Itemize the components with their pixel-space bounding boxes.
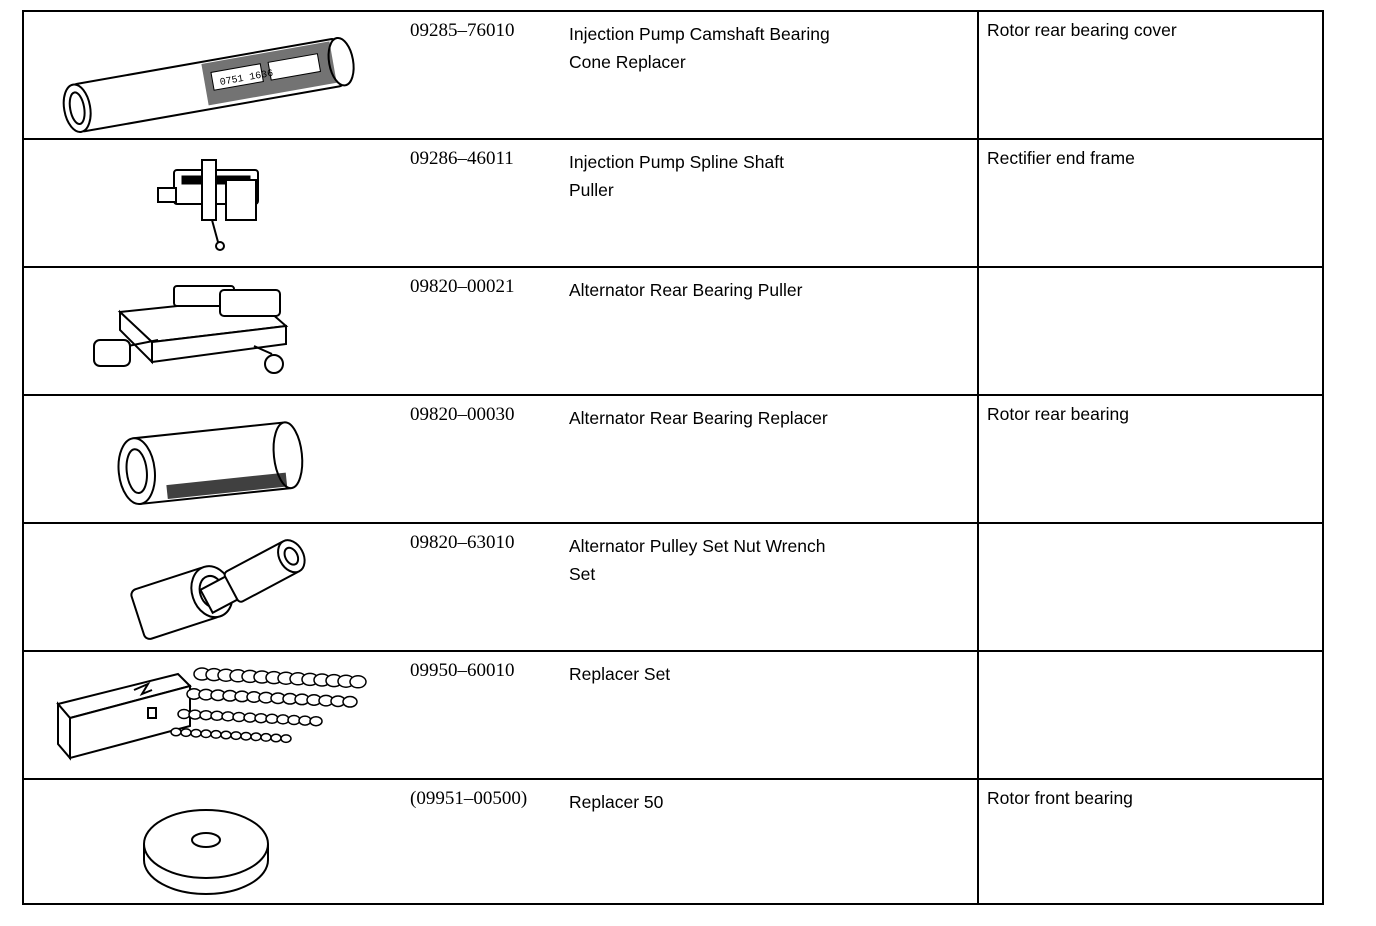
rear-bearing-replacer-illustration (24, 396, 404, 522)
special-tools-table (22, 10, 1324, 905)
column-divider (977, 12, 979, 138)
washer-shape (178, 710, 190, 719)
washer-shape (281, 735, 291, 743)
tool-row (24, 524, 1322, 652)
column-divider (977, 524, 979, 650)
washer-shape (271, 734, 281, 742)
tool-row (24, 12, 1322, 140)
tool-use: Rotor front bearing (987, 788, 1133, 808)
washer-shape (310, 717, 322, 726)
tool-name (569, 788, 969, 816)
tool-use: Rectifier end frame (987, 148, 1135, 168)
tool-name-line: Alternator Rear Bearing Puller (569, 280, 803, 300)
washer-shape (181, 729, 191, 737)
bearing-cone-replacer-illustration (24, 12, 404, 138)
washer-shape (255, 714, 267, 723)
washer-shape (221, 731, 231, 739)
washer-shape (191, 729, 201, 737)
washer-shape (350, 676, 366, 688)
tool-name-line: Cone Replacer (569, 52, 686, 72)
washer-shape (288, 716, 300, 725)
column-divider (977, 780, 979, 903)
tool-row (24, 268, 1322, 396)
part-number: 09286–46011 (410, 148, 514, 169)
pulley-nut-wrench-set-illustration (24, 524, 404, 650)
part-number: 09820–00030 (410, 404, 515, 425)
tool-use: Rotor rear bearing cover (987, 20, 1177, 40)
tool-row (24, 652, 1322, 780)
tool-name (569, 660, 969, 688)
washer-shape (211, 711, 223, 720)
rear-bearing-puller-illustration (24, 268, 404, 394)
washer-shape (201, 730, 211, 738)
column-divider (977, 652, 979, 778)
tool-name (569, 276, 969, 304)
tool-name-line: Alternator Rear Bearing Replacer (569, 408, 828, 428)
spline-shaft-puller-illustration (24, 140, 404, 266)
washer-shape (241, 732, 251, 740)
tool-row (24, 140, 1322, 268)
tool-name (569, 532, 969, 588)
tool-row (24, 780, 1322, 903)
tool-name-line: Replacer 50 (569, 792, 664, 812)
tool-row (24, 396, 1322, 524)
replacer-set-illustration (24, 652, 404, 778)
tool-name (569, 404, 969, 432)
washer-shape (261, 734, 271, 742)
tool-name-line: Injection Pump Camshaft Bearing (569, 24, 830, 44)
part-number: 09950–60010 (410, 660, 515, 681)
part-number: 09820–00021 (410, 276, 515, 297)
washer-shape (251, 733, 261, 741)
tool-name-line: Set (569, 564, 596, 584)
part-number: 09820–63010 (410, 532, 515, 553)
column-divider (977, 140, 979, 266)
column-divider (977, 396, 979, 522)
tool-name (569, 148, 969, 204)
tool-name-line: Injection Pump Spline Shaft (569, 152, 784, 172)
washer-shape (171, 728, 181, 736)
washer-shape (233, 713, 245, 722)
washer-shape (343, 697, 357, 708)
washer-shape (189, 710, 201, 719)
washer-shape (231, 732, 241, 740)
washer-shape (244, 713, 256, 722)
tool-name-line: Replacer Set (569, 664, 671, 684)
tool-name (569, 20, 969, 76)
washer-shape (299, 716, 311, 725)
tool-name-line: Puller (569, 180, 614, 200)
washer-shape (222, 712, 234, 721)
part-number: (09951–00500) (410, 788, 528, 809)
washer-shape (211, 731, 221, 739)
tool-marking: 0751 1636 (219, 68, 275, 89)
part-number: 09285–76010 (410, 20, 515, 41)
washer-shape (266, 714, 278, 723)
washer-shape (277, 715, 289, 724)
tool-name-line: Alternator Pulley Set Nut Wrench (569, 536, 826, 556)
tool-use: Rotor rear bearing (987, 404, 1130, 424)
replacer-disc-illustration (24, 780, 404, 906)
washer-shape (200, 711, 212, 720)
column-divider (977, 268, 979, 394)
